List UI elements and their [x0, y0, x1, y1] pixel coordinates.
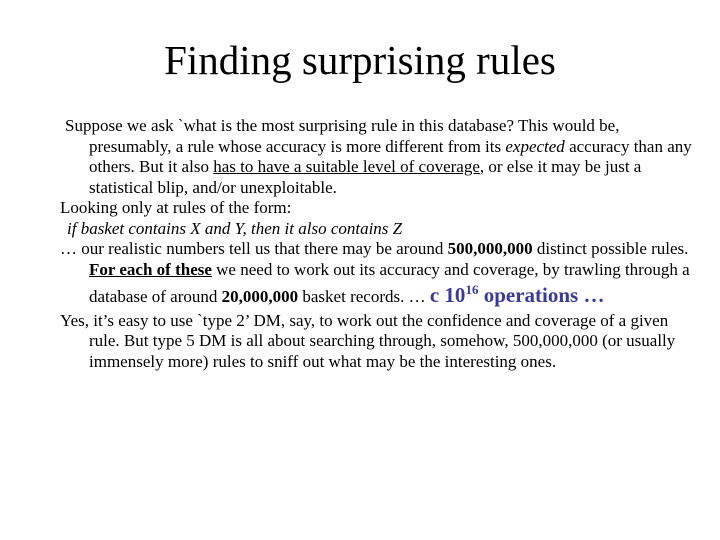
paragraph-surprising-rule — [60, 116, 700, 198]
p4-highlight-exponent: 16 — [465, 282, 479, 297]
p4-text-g: basket records. … — [298, 287, 430, 306]
p1-expected-emphasis: expected — [505, 136, 565, 156]
p1-text-a: Suppose we ask `what is the most surprising rule in this database? This would be, presumably, a rule whose accuracy is more different from its — [65, 116, 620, 156]
p4-operations-highlight — [430, 283, 605, 307]
slide-title: Finding surprising rules — [164, 37, 556, 83]
p4-basket-count: 20,000,000 — [221, 287, 299, 306]
paragraph-rule-form-intro: Looking only at rules of the form: — [60, 198, 292, 217]
paragraph-type-dm: Yes, it’s easy to use `type 2’ DM, say, to work out the confidence and coverage of a given rule. But type 5 DM is all about searching through, somehow, 500,000,000 (or usually immensely more) rules to sniff out what may be the interesting ones. — [60, 310, 676, 371]
p4-text-a: … our realistic numbers tell us that there may be around — [60, 239, 448, 258]
p1-coverage-underline: has to have a suitable level of coverage — [213, 157, 480, 176]
paragraph-realistic-numbers — [60, 239, 700, 308]
p4-highlight-tail: operations … — [478, 283, 605, 307]
p4-text-e: we need to work out its accuracy and coverage, by trawling through a database of around — [89, 259, 690, 306]
p4-highlight-base: c 10 — [429, 283, 466, 307]
p4-text-c: distinct possible rules. — [532, 239, 689, 258]
slide-body — [60, 116, 700, 372]
p1-text-c: accuracy than any others. But it also — [89, 136, 692, 176]
p1-text-e: , or else it may be just a statistical blip, and/or unexploitable. — [89, 157, 642, 197]
p4-rule-count: 500,000,000 — [447, 239, 533, 258]
p4-for-each-underline: For each of these — [89, 259, 212, 279]
paragraph-rule-form: if basket contains X and Y, then it also contains Z — [67, 218, 403, 238]
